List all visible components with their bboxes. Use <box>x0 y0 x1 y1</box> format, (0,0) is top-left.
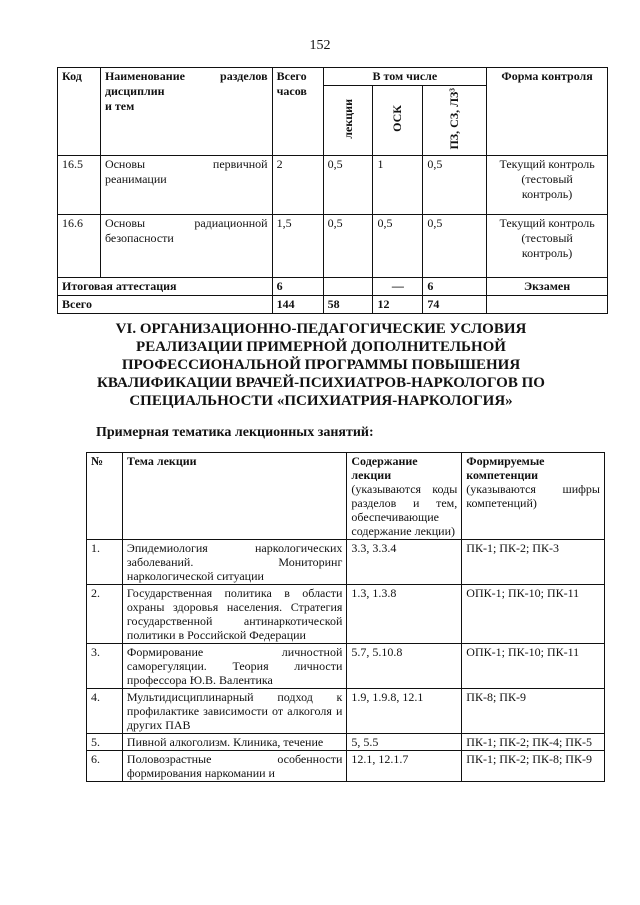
row-control <box>487 215 608 278</box>
row-competencies: ПК-1; ПК-2; ПК-4; ПК-5 <box>462 734 605 751</box>
row-code: 16.5 <box>58 156 101 215</box>
header-name-line: и тем <box>104 99 135 113</box>
row-competencies: ПК-1; ПК-2; ПК-3 <box>462 540 605 585</box>
table-row <box>87 540 605 585</box>
header-content-note: (указываются коды разделов и тем, обеспечивающие содержание лекции) <box>351 482 458 538</box>
row-number: 2. <box>87 585 123 644</box>
header-competencies <box>462 453 605 540</box>
row-name-line: безопасности <box>104 231 174 245</box>
row-pz: 0,5 <box>423 215 487 278</box>
header-name-line: дисциплин <box>104 84 165 98</box>
row-number: 4. <box>87 689 123 734</box>
header-content <box>347 453 462 540</box>
final-osk: — <box>373 278 423 296</box>
row-competencies: ОПК-1; ПК-10; ПК-11 <box>462 644 605 689</box>
header-lectures: лекции <box>340 98 355 139</box>
header-code: Код <box>58 68 101 156</box>
row-number: 1. <box>87 540 123 585</box>
row-topic: Эпидемиология наркологических заболеваний. Мониторинг наркологической ситуации <box>122 540 346 585</box>
header-competencies-note: (указываются шифры компетенций) <box>466 482 600 510</box>
header-total-hours <box>272 68 323 156</box>
row-content: 5.7, 5.10.8 <box>347 644 462 689</box>
page-number: 152 <box>309 38 331 53</box>
row-topic: Формирование личностной саморегуляции. Теория личности профессора Ю.В. Валентика <box>122 644 346 689</box>
row-topic: Половозрастные особенности формирования наркомании и <box>122 751 346 782</box>
final-label: Итоговая аттестация <box>58 278 273 296</box>
table-row <box>87 751 605 782</box>
final-pz: 6 <box>423 278 487 296</box>
final-control: Экзамен <box>487 278 608 296</box>
table-header-row <box>87 453 605 540</box>
row-topic: Пивной алкоголизм. Клиника, течение <box>122 734 346 751</box>
header-topic: Тема лекции <box>122 453 346 540</box>
row-content: 5, 5.5 <box>347 734 462 751</box>
table-row <box>87 734 605 751</box>
header-pz-cell <box>423 86 487 156</box>
row-competencies: ПК-8; ПК-9 <box>462 689 605 734</box>
header-total-line: Всего <box>276 69 307 83</box>
row-competencies: ОПК-1; ПК-10; ПК-11 <box>462 585 605 644</box>
table-row <box>87 644 605 689</box>
final-total: 6 <box>272 278 323 296</box>
header-name-line: Наименование разделов <box>104 69 268 83</box>
final-lectures <box>323 278 373 296</box>
row-osk: 1 <box>373 156 423 215</box>
row-name <box>100 215 272 278</box>
row-number: 6. <box>87 751 123 782</box>
row-control-line: контроль) <box>521 187 573 201</box>
table-header-row <box>58 68 608 86</box>
row-number: 3. <box>87 644 123 689</box>
total-lectures: 58 <box>323 296 373 314</box>
row-topic: Мультидисциплинарный подход к профилактике зависимости от алкоголя и других ПАВ <box>122 689 346 734</box>
row-name <box>100 156 272 215</box>
header-control-form: Форма контроля <box>487 68 608 156</box>
row-total: 2 <box>272 156 323 215</box>
row-total: 1,5 <box>272 215 323 278</box>
header-lectures-cell <box>323 86 373 156</box>
row-competencies: ПК-1; ПК-2; ПК-8; ПК-9 <box>462 751 605 782</box>
total-hours: 144 <box>272 296 323 314</box>
row-control-line: контроль) <box>521 246 573 260</box>
row-number: 5. <box>87 734 123 751</box>
header-number: № <box>87 453 123 540</box>
total-control <box>487 296 608 314</box>
table-row <box>58 156 608 215</box>
row-name-line: реанимации <box>104 172 167 186</box>
table-row <box>87 585 605 644</box>
row-control-line: (тестовый <box>521 231 573 245</box>
header-content-title: Содержание лекции <box>351 454 418 482</box>
section-heading: VI. ОРГАНИЗАЦИОННО-ПЕДАГОГИЧЕСКИЕ УСЛОВИЯ РЕАЛИЗАЦИИ ПРИМЕРНОЙ ДОПОЛНИТЕЛЬНОЙ ПРОФЕССИОНАЛЬНОЙ ПРОГРАММЫ ПОВЫШЕНИЯ КВАЛИФИКАЦИИ ВРАЧЕЙ-ПСИХИАТРОВ-НАРКОЛОГОВ ПО СПЕЦИАЛЬНОСТИ «ПСИХИАТРИЯ-НАРКОЛОГИЯ» <box>97 321 545 409</box>
row-content: 3.3, 3.3.4 <box>347 540 462 585</box>
lecture-topics-table <box>86 452 605 782</box>
total-osk: 12 <box>373 296 423 314</box>
total-row <box>58 296 608 314</box>
row-control-line: (тестовый <box>521 172 573 186</box>
row-control <box>487 156 608 215</box>
row-topic: Государственная политика в области охраны здоровья населения. Стратегия государственной антинаркотической политики в Российской Федерации <box>122 585 346 644</box>
row-lectures: 0,5 <box>323 156 373 215</box>
row-control-line: Текущий контроль <box>499 157 595 171</box>
header-pz: ПЗ, СЗ, ЛЗ³ <box>447 87 462 150</box>
row-osk: 0,5 <box>373 215 423 278</box>
table-row <box>58 215 608 278</box>
final-attestation-row <box>58 278 608 296</box>
row-name-line: Основы радиационной <box>104 216 268 230</box>
row-lectures: 0,5 <box>323 215 373 278</box>
header-osk: ОСК <box>390 105 405 132</box>
header-total-line: часов <box>276 84 307 98</box>
row-pz: 0,5 <box>423 156 487 215</box>
header-section-name <box>100 68 272 156</box>
total-pz: 74 <box>423 296 487 314</box>
total-label: Всего <box>58 296 273 314</box>
lecture-topics-subheading: Примерная тематика лекционных занятий: <box>96 425 374 440</box>
header-competencies-title: Формируемые компетенции <box>466 454 545 482</box>
header-osk-cell <box>373 86 423 156</box>
row-content: 12.1, 12.1.7 <box>347 751 462 782</box>
header-including: В том числе <box>323 68 487 86</box>
curriculum-table <box>57 67 608 314</box>
row-code: 16.6 <box>58 215 101 278</box>
table-row <box>87 689 605 734</box>
row-content: 1.3, 1.3.8 <box>347 585 462 644</box>
row-content: 1.9, 1.9.8, 12.1 <box>347 689 462 734</box>
row-name-line: Основы первичной <box>104 157 268 171</box>
row-control-line: Текущий контроль <box>499 216 595 230</box>
